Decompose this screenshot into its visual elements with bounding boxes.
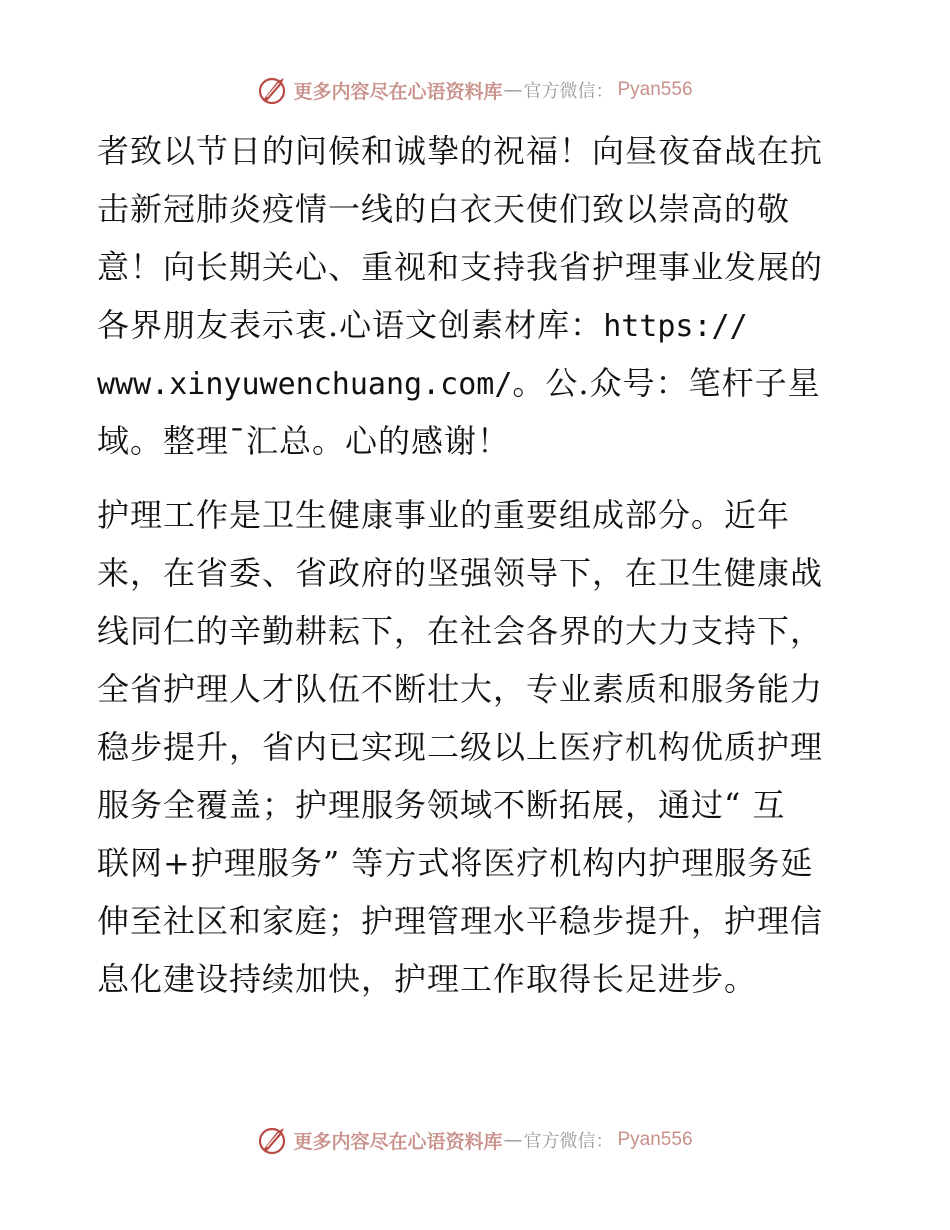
header-wechat-label: 官方微信： bbox=[523, 81, 614, 102]
footer-banner bbox=[0, 1122, 950, 1158]
text-line: 域。整理¯汇总。心的感谢！ bbox=[97, 422, 511, 460]
text-segment: 各界朋友表示衷.心语文创素材库： bbox=[97, 306, 604, 344]
footer-separator: — bbox=[503, 1129, 523, 1151]
url-text: https:// bbox=[603, 309, 748, 344]
text-line: 护理工作是卫生健康事业的重要组成部分。近年 bbox=[97, 496, 791, 534]
quill-pen-logo-icon bbox=[257, 1124, 289, 1156]
text-line: 伸至社区和家庭；护理管理水平稳步提升，护理信 bbox=[97, 902, 824, 940]
text-line: 线同仁的辛勤耕耘下，在社会各界的大力支持下， bbox=[97, 612, 824, 650]
text-line: 意！向长期关心、重视和支持我省护理事业发展的 bbox=[97, 248, 824, 286]
text-line: 全省护理人才队伍不断壮大，专业素质和服务能力 bbox=[97, 670, 824, 708]
url-text: www.xinyuwenchuang.com/ bbox=[97, 367, 513, 402]
header-brand-text: 更多内容尽在心语资料库 bbox=[293, 80, 503, 103]
text-line: 联网+护理服务” 等方式将医疗机构内护理服务延 bbox=[97, 844, 814, 882]
text-line: 服务全覆盖；护理服务领域不断拓展，通过“ 互 bbox=[97, 786, 786, 824]
document-body bbox=[97, 122, 857, 1008]
paragraph-gap bbox=[97, 470, 857, 486]
text-segment: 。公.众号：笔杆子星 bbox=[512, 364, 821, 402]
text-line: 稳步提升，省内已实现二级以上医疗机构优质护理 bbox=[97, 728, 824, 766]
text-line: 来，在省委、省政府的坚强领导下，在卫生健康战 bbox=[97, 554, 824, 592]
footer-wechat-id: Pyan556 bbox=[617, 1129, 693, 1150]
text-line bbox=[97, 296, 857, 354]
header-banner bbox=[0, 72, 950, 108]
footer-wechat-label: 官方微信： bbox=[523, 1131, 614, 1152]
header-separator: — bbox=[503, 79, 523, 101]
footer-brand-text: 更多内容尽在心语资料库 bbox=[293, 1130, 503, 1153]
text-line bbox=[97, 354, 857, 412]
text-line: 者致以节日的问候和诚挚的祝福！向昼夜奋战在抗 bbox=[97, 132, 824, 170]
header-wechat-id: Pyan556 bbox=[617, 79, 693, 100]
quill-pen-logo-icon bbox=[257, 74, 289, 106]
text-line: 击新冠肺炎疫情一线的白衣天使们致以崇高的敬 bbox=[97, 190, 791, 228]
text-line: 息化建设持续加快，护理工作取得长足进步。 bbox=[97, 960, 758, 998]
